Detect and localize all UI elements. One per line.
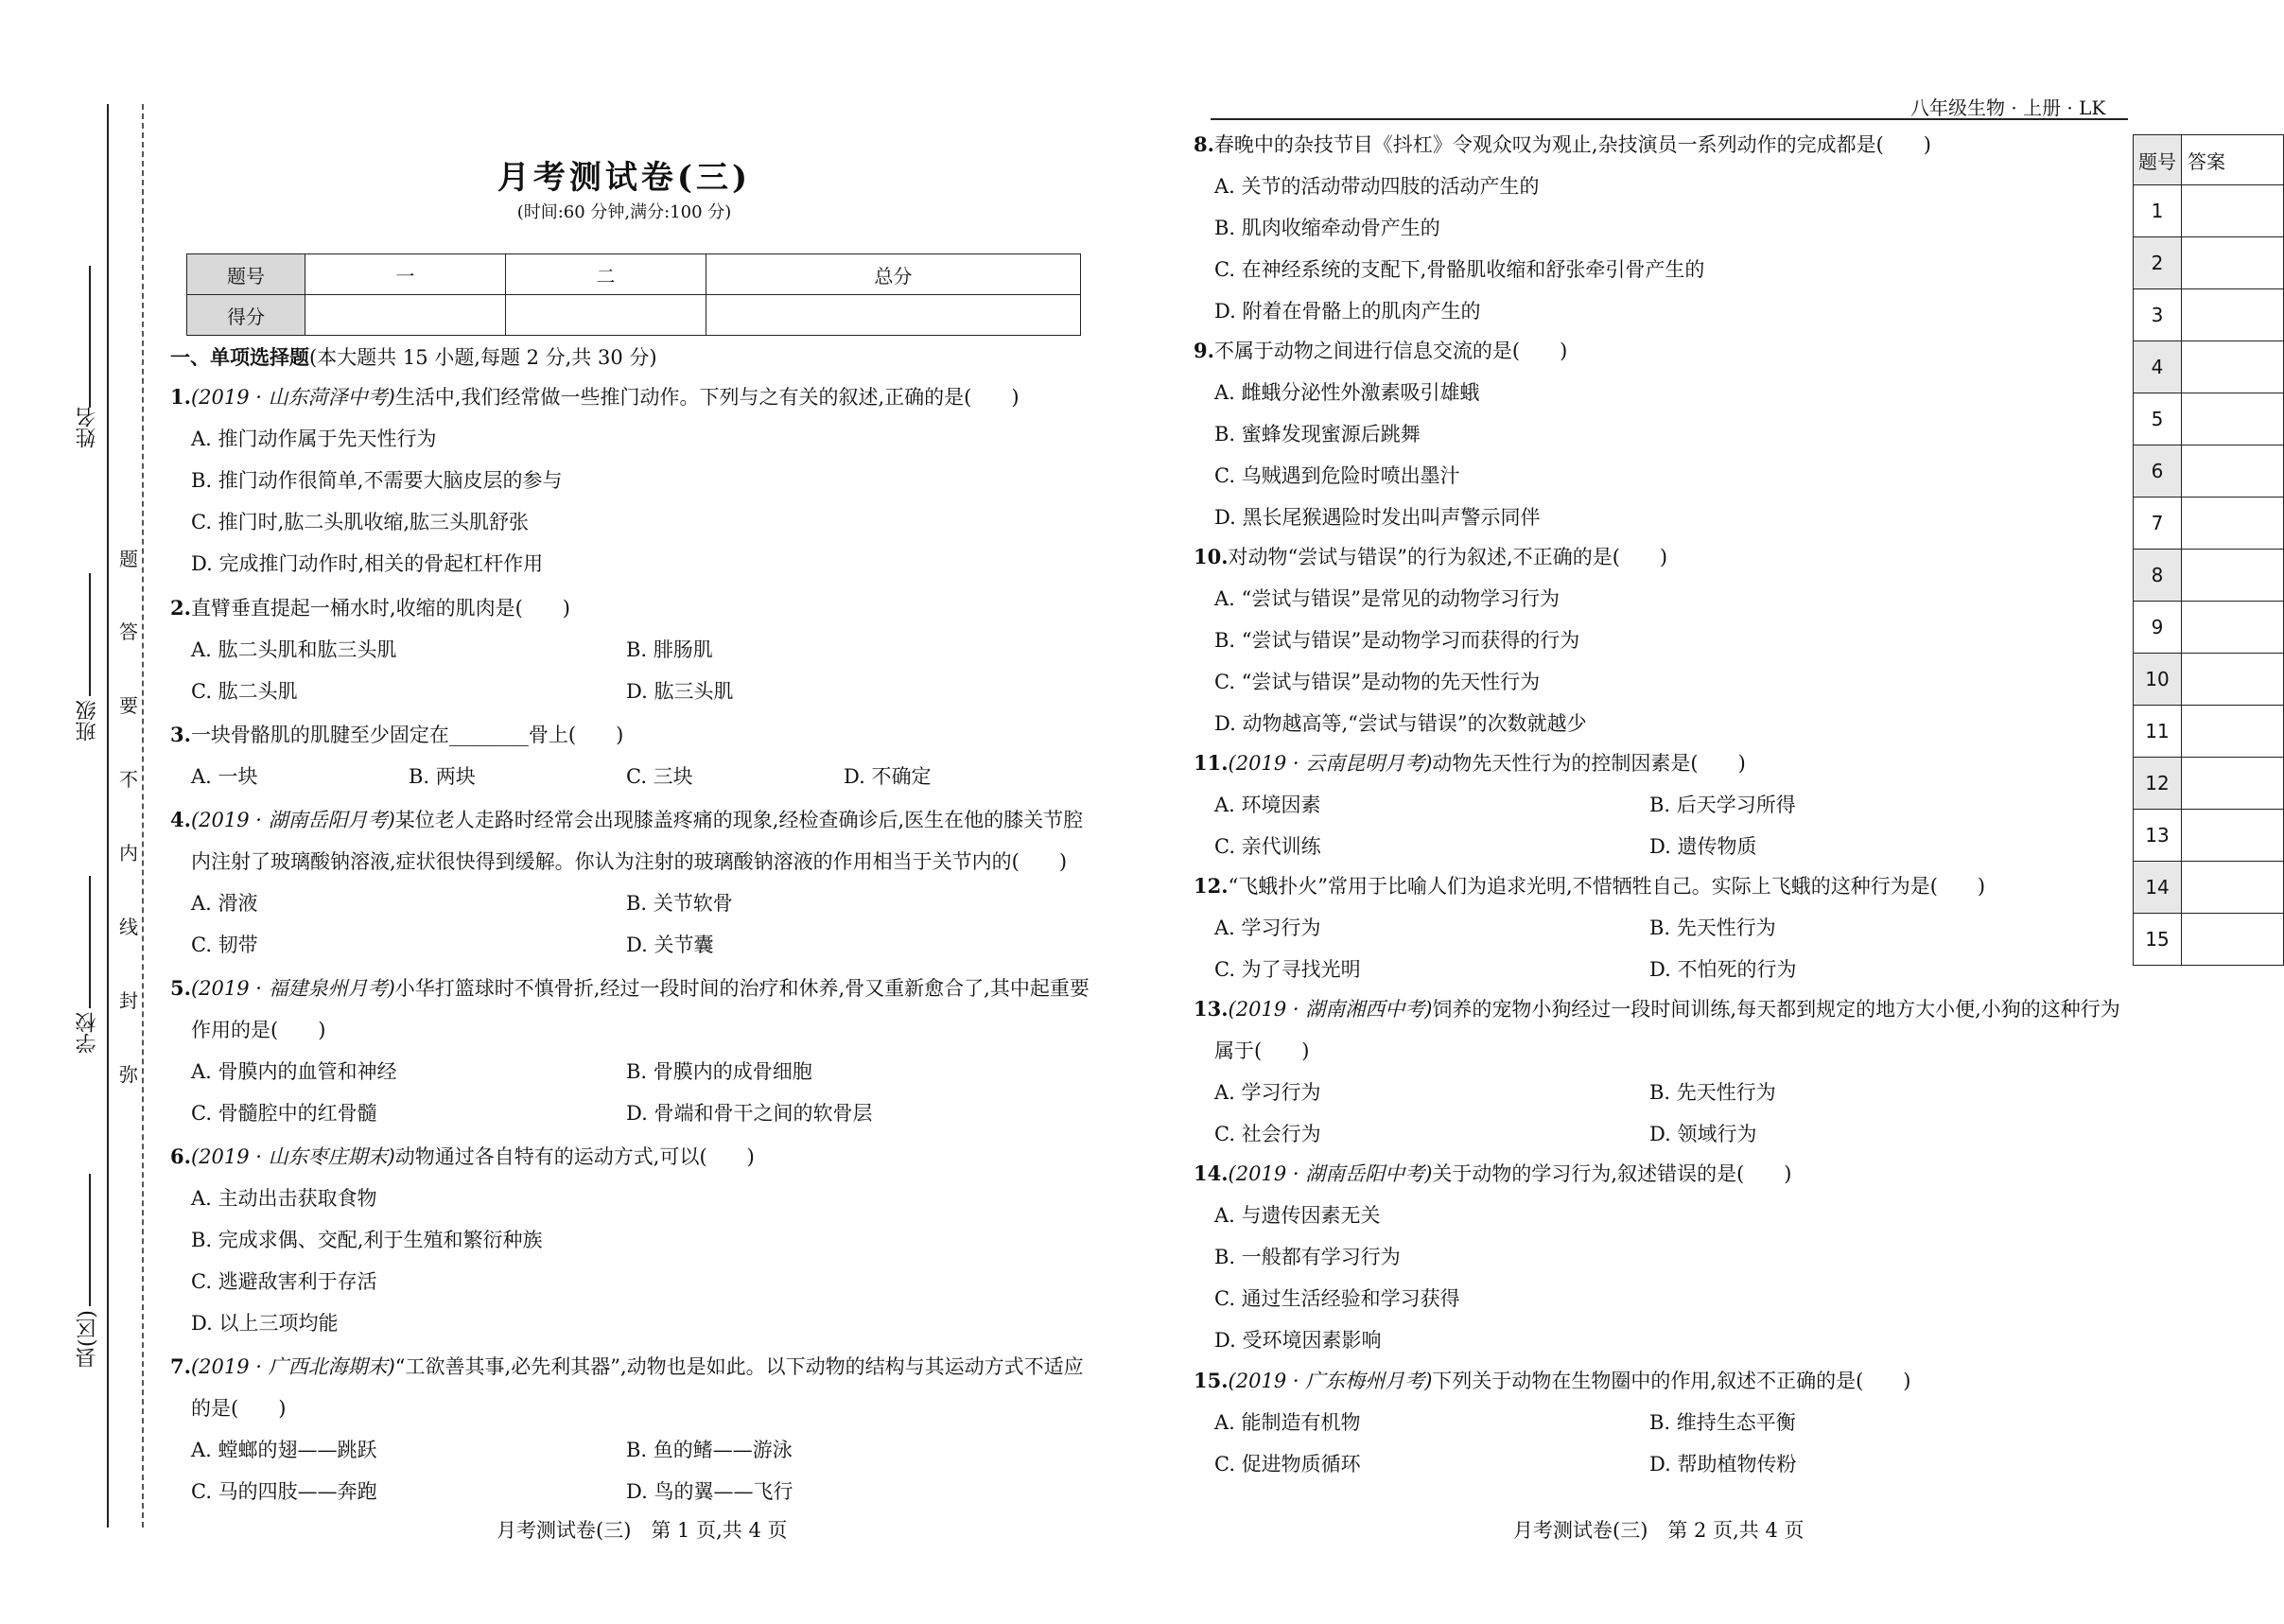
answer-number: 10 [2134,654,2182,706]
answer-number: 11 [2134,706,2182,758]
seal-char: 答 [119,620,138,643]
score-table-cell: 总分 [706,254,1080,295]
seal-char: 封 [119,989,138,1012]
answer-option[interactable]: A. “尝试与错误”是常见的动物学习行为 [1214,587,1560,610]
seal-char: 弥 [119,1063,138,1086]
score-table-cell: 二 [505,254,706,295]
answer-cell[interactable] [2182,341,2284,393]
seal-char: 要 [119,694,138,717]
answer-option[interactable]: C. 亲代训练 [1214,835,1321,858]
answer-option[interactable]: A. 环境因素 [1214,794,1321,816]
question-source: (2019 · 山东枣庄期末) [190,1145,395,1168]
answer-number: 6 [2134,445,2182,498]
question-text: 饲养的宠物小狗经过一段时间训练,每天都到规定的地方大小便,小狗的这种行为 [1432,998,2120,1021]
score-table-cell: 题号 [187,254,305,295]
answer-cell[interactable] [2182,654,2284,706]
score-input-cell[interactable] [706,295,1080,336]
exam-info: (时间:60 分钟,满分:100 分) [516,202,732,222]
question-text: 直臂垂直提起一桶水时,收缩的肌肉是( ) [190,597,570,620]
answer-option[interactable]: B. 先天性行为 [1649,917,1776,939]
question-source: (2019 · 福建泉州月考) [190,977,395,1000]
question-stem [1194,543,1667,571]
answer-cell[interactable] [2182,237,2284,289]
section-note: (本大题共 15 小题,每题 2 分,共 30 分) [309,346,657,369]
answer-option[interactable]: B. 后天学习所得 [1649,794,1796,816]
answer-option[interactable]: C. 骨髓腔中的红骨髓 [191,1102,377,1125]
school-line[interactable] [76,870,104,1012]
seal-char: 题 [119,548,138,570]
answer-number: 5 [2134,393,2182,445]
question-text: 动物通过各自特有的运动方式,可以( ) [394,1145,755,1168]
question-number: 13. [1194,997,1229,1021]
answer-option[interactable]: B. 一般都有学习行为 [1214,1246,1401,1268]
class-field[interactable] [76,700,104,742]
answer-option[interactable]: A. 关节的活动带动四肢的活动产生的 [1214,175,1540,198]
question-text: 动物先天性行为的控制因素是( ) [1432,752,1746,775]
answer-option[interactable]: A. 学习行为 [1214,917,1321,939]
seal-char: 内 [119,842,138,864]
answer-cell[interactable] [2182,914,2284,966]
answer-option[interactable]: A. 一块 [191,765,258,788]
answer-option[interactable]: D. 以上三项均能 [191,1312,339,1335]
answer-option[interactable]: A. 学习行为 [1214,1081,1321,1104]
page-footer: 月考测试卷(三) 第 1 页,共 4 页 [497,1519,788,1542]
answer-number: 3 [2134,289,2182,341]
question-number: 6. [170,1144,191,1168]
answer-option[interactable]: D. 动物越高等,“尝试与错误”的次数就越少 [1214,712,1587,735]
answer-cell[interactable] [2182,706,2284,758]
question-text: 小华打篮球时不慎骨折,经过一段时间的治疗和休养,骨又重新愈合了,其中起重要 [394,977,1090,1000]
score-input-cell[interactable] [505,295,706,336]
answer-option[interactable]: D. 鸟的翼——飞行 [626,1480,793,1503]
answer-option[interactable]: A. 骨膜内的血管和神经 [191,1060,397,1083]
county-line[interactable] [76,1168,104,1310]
question-number: 7. [170,1354,191,1378]
question-number: 8. [1194,132,1214,156]
question-source: (2019 · 湖南岳阳中考) [1228,1162,1433,1185]
answer-number: 7 [2134,498,2182,550]
answer-number: 1 [2134,185,2182,237]
question-text: 下列关于动物在生物圈中的作用,叙述不正确的是( ) [1432,1370,1911,1392]
answer-option[interactable]: B. 两块 [409,765,476,788]
seal-char: 不 [119,768,138,791]
score-table-cell: 一 [305,254,506,295]
question-number: 14. [1194,1161,1229,1185]
question-text: 不属于动物之间进行信息交流的是( ) [1213,340,1568,362]
question-number: 5. [170,976,191,1000]
question-stem [170,974,1090,1003]
answer-option[interactable]: C. 促进物质循环 [1214,1453,1361,1476]
question-source: (2019 · 广西北海期末) [190,1355,395,1378]
question-source: (2019 · 湖南湘西中考) [1228,998,1433,1021]
answer-option[interactable]: B. 维持生态平衡 [1649,1411,1796,1434]
question-source: (2019 · 湖南岳阳月考) [190,809,395,831]
question-source: (2019 · 广东梅州月考) [1228,1370,1433,1392]
question-number: 11. [1194,751,1229,775]
answer-option[interactable]: C. 肱二头肌 [191,680,298,703]
answer-option[interactable]: C. 乌贼遇到危险时喷出墨汁 [1214,464,1460,487]
answer-cell[interactable] [2182,445,2284,498]
section-heading [170,342,657,371]
answer-cell[interactable] [2182,289,2284,341]
answer-option[interactable]: A. 肱二头肌和肱三头肌 [191,638,397,661]
question-stem [1194,1367,1910,1395]
question-stem [170,1143,755,1171]
answer-option[interactable]: D. 不怕死的行为 [1649,958,1797,981]
county-field[interactable] [76,1310,104,1368]
answer-option[interactable]: D. 完成推门动作时,相关的骨起杠杆作用 [191,552,544,575]
question-stem [1194,131,1931,159]
question-stem [170,1353,1084,1381]
question-text: “工欲善其事,必先利其器”,动物也是如此。以下动物的结构与其运动方式不适应 [394,1355,1084,1378]
answer-number: 15 [2134,914,2182,966]
question-text: 春晚中的杂技节目《抖杠》令观众叹为观止,杂技演员一系列动作的完成都是( ) [1213,133,1931,156]
answer-option[interactable]: B. 腓肠肌 [626,638,713,661]
question-text: 某位老人走路时经常会出现膝盖疼痛的现象,经检查确诊后,医生在他的膝关节腔 [394,809,1084,831]
answer-option[interactable]: D. 关节囊 [626,934,714,956]
name-label: 姓名 [76,407,99,448]
answer-option[interactable]: D. 附着在骨骼上的肌肉产生的 [1214,300,1481,323]
answer-option[interactable]: C. 逃避敌害利于存活 [191,1270,377,1293]
name-line[interactable] [76,260,104,411]
question-stem [1194,872,1985,900]
answer-option[interactable]: D. 遗传物质 [1649,835,1757,858]
score-input-cell[interactable] [305,295,506,336]
answer-option[interactable]: C. 通过生活经验和学习获得 [1214,1287,1460,1310]
page-footer: 月考测试卷(三) 第 2 页,共 4 页 [1513,1519,1805,1542]
answer-option[interactable]: A. 雌蛾分泌性外激素吸引雄蛾 [1214,381,1480,404]
answer-cell[interactable] [2182,810,2284,862]
school-field[interactable] [76,1012,104,1054]
answer-option[interactable]: A. 主动出击获取食物 [191,1187,377,1210]
question-stem [1194,995,2120,1023]
class-line[interactable] [76,568,104,700]
answer-number: 4 [2134,341,2182,393]
answer-number: 13 [2134,810,2182,862]
question-number: 12. [1194,874,1229,898]
answer-cell[interactable] [2182,550,2284,602]
answer-option[interactable]: A. 与遗传因素无关 [1214,1204,1381,1227]
answer-option[interactable]: B. 鱼的鳍——游泳 [626,1439,793,1461]
answer-cell[interactable] [2182,498,2284,550]
answer-option[interactable]: B. 推门动作很简单,不需要大脑皮层的参与 [191,469,563,492]
answer-option[interactable]: A. 滑液 [191,892,258,915]
question-stem-cont: 内注射了玻璃酸钠溶液,症状很快得到缓解。你认为注射的玻璃酸钠溶液的作用相当于关节内的( ) [191,850,1068,873]
question-stem-cont: 属于( ) [1214,1039,1310,1062]
question-source: (2019 · 山东菏泽中考) [190,386,395,409]
answer-option[interactable]: A. 推门动作属于先天性行为 [191,428,437,450]
answer-option[interactable]: B. 肌肉收缩牵动骨产生的 [1214,217,1440,239]
question-stem-cont: 作用的是( ) [191,1019,326,1041]
answer-option[interactable]: C. 三块 [626,765,693,788]
page-title: 月考测试卷(三) [497,159,752,197]
question-number: 9. [1194,339,1214,362]
score-table [186,253,1081,336]
answer-option[interactable]: C. 在神经系统的支配下,骨骼肌收缩和舒张牵引骨产生的 [1214,258,1705,281]
answer-option[interactable]: B. 骨膜内的成骨细胞 [626,1060,812,1083]
answer-option[interactable]: A. 螳螂的翅——跳跃 [191,1439,377,1461]
answer-option[interactable]: B. “尝试与错误”是动物学习而获得的行为 [1214,629,1580,652]
answer-cell[interactable] [2182,185,2284,237]
score-table-cell: 得分 [187,295,305,336]
answer-option[interactable]: D. 受环境因素影响 [1214,1329,1382,1352]
answer-cell[interactable] [2182,602,2284,654]
question-source: (2019 · 云南昆明月考) [1228,752,1433,775]
question-number: 1. [170,385,191,409]
answer-option[interactable]: C. “尝试与错误”是动物的先天性行为 [1214,671,1541,693]
question-text: 对动物“尝试与错误”的行为叙述,不正确的是( ) [1228,546,1668,568]
answer-option[interactable]: C. 韧带 [191,934,258,956]
question-stem [1194,1160,1791,1188]
answer-number: 2 [2134,237,2182,289]
question-stem [170,721,623,749]
answer-option[interactable]: A. 能制造有机物 [1214,1411,1361,1434]
answer-option[interactable]: C. 社会行为 [1214,1123,1321,1145]
answer-option[interactable]: D. 帮助植物传粉 [1649,1453,1797,1476]
question-text: “飞蛾扑火”常用于比喻人们为追求光明,不惜牺牲自己。实际上飞蛾的这种行为是( ) [1228,875,1986,898]
answer-table-head: 答案 [2182,135,2284,185]
section-title: 一、单项选择题 [170,345,309,369]
answer-number: 12 [2134,758,2182,810]
answer-option[interactable]: B. 完成求偶、交配,利于生殖和繁衍种族 [191,1229,543,1251]
answer-option[interactable]: D. 不确定 [844,765,932,788]
answer-table-head: 题号 [2134,135,2182,185]
question-number: 3. [170,723,191,746]
question-number: 4. [170,808,191,831]
question-number: 15. [1194,1369,1229,1392]
answer-cell[interactable] [2182,862,2284,914]
class-label: 班级 [76,700,99,742]
question-text: 一块骨骼肌的肌腱至少固定在________骨上( ) [190,724,624,746]
answer-cell[interactable] [2182,393,2284,445]
question-stem [170,806,1083,834]
answer-option[interactable]: C. 推门时,肱二头肌收缩,肱三头肌舒张 [191,511,530,533]
answer-option[interactable]: D. 领域行为 [1649,1123,1757,1145]
answer-option[interactable]: D. 肱三头肌 [626,680,734,703]
answer-number: 9 [2134,602,2182,654]
header-rule [1211,118,2128,120]
question-number: 2. [170,596,191,620]
answer-table [2133,134,2284,966]
binding-dashed-line [142,104,144,1528]
answer-option[interactable]: B. 蜜蜂发现蜜源后跳舞 [1214,423,1421,445]
answer-option[interactable]: B. 关节软骨 [626,892,733,915]
school-label: 学校 [76,1012,99,1054]
answer-option[interactable]: C. 马的四肢——奔跑 [191,1480,377,1503]
seal-char: 线 [119,916,138,938]
county-label: 县(区) [76,1310,99,1369]
question-text: 关于动物的学习行为,叙述错误的是( ) [1432,1162,1792,1185]
question-stem [1194,337,1567,365]
question-stem-cont: 的是( ) [191,1397,287,1420]
binding-solid-line [107,104,109,1528]
book-header: 八年级生物 · 上册 · LK [1910,96,2106,119]
question-stem [170,383,1020,411]
question-stem [170,594,570,622]
question-number: 10. [1194,545,1229,568]
answer-number: 14 [2134,862,2182,914]
name-field[interactable] [76,407,104,454]
answer-cell[interactable] [2182,758,2284,810]
answer-option[interactable]: D. 黑长尾猴遇险时发出叫声警示同伴 [1214,506,1541,529]
answer-option[interactable]: B. 先天性行为 [1649,1081,1776,1104]
question-stem [1194,749,1746,777]
answer-option[interactable]: C. 为了寻找光明 [1214,958,1361,981]
answer-option[interactable]: D. 骨端和骨干之间的软骨层 [626,1102,873,1125]
answer-number: 8 [2134,550,2182,602]
question-text: 生活中,我们经常做一些推门动作。下列与之有关的叙述,正确的是( ) [394,386,1020,409]
